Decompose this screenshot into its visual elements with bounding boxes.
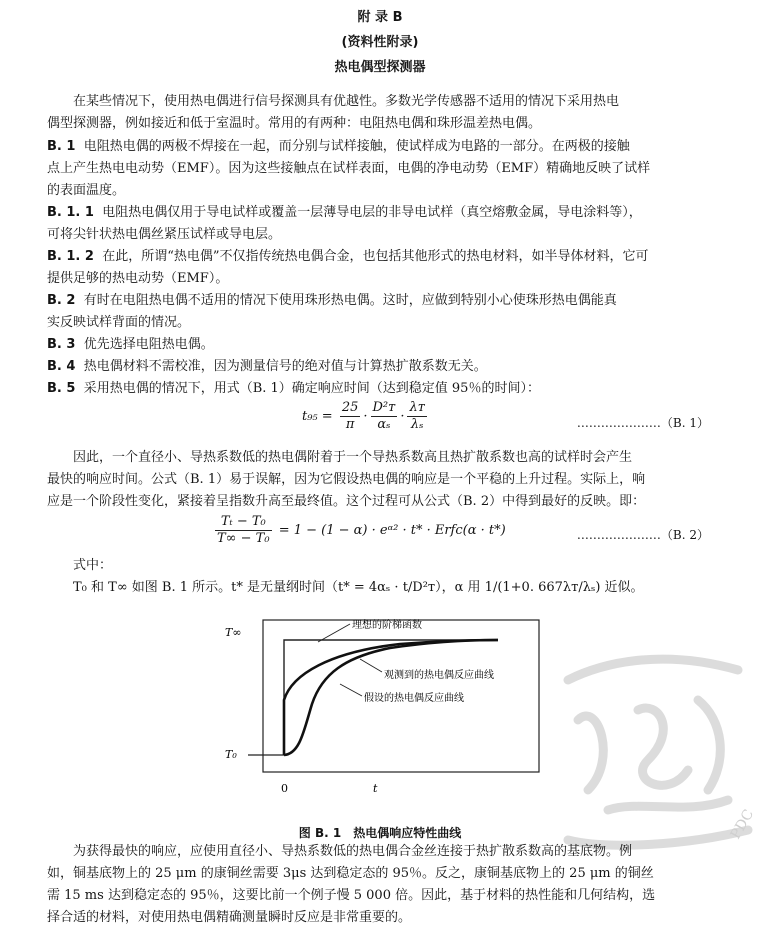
equation-fraction: $\frac{\text{λᴛ}}{\text{λₛ}}$ bbox=[409, 400, 425, 432]
leader-line-observed bbox=[360, 659, 382, 672]
watermark-seal bbox=[548, 640, 758, 860]
section-b4-line-1 bbox=[47, 357, 709, 377]
label-assumed-curve: 假设的热电偶反应曲线 bbox=[364, 693, 464, 704]
section-text: 优先选择电阻热电偶。 bbox=[83, 337, 214, 352]
equation-lhs: t₉₅ = bbox=[302, 409, 333, 424]
section-b11-line-1 bbox=[47, 203, 709, 223]
equation-b2 bbox=[212, 514, 506, 547]
appendix-title: 热电偶型探测器 bbox=[334, 60, 426, 75]
section-text: 在此，所谓“热电偶”不仅指传统热电偶合金，也包括其他形式的热电材料，如半导体材料，它可 bbox=[102, 249, 649, 264]
section-text: 电阻热电偶仅用于导电试样或覆盖一层薄导电层的非导电试样（真空熔敷金属，导电涂料等）， bbox=[102, 205, 642, 220]
equation-fraction: $\frac{25}{\pi}$ bbox=[341, 400, 359, 432]
section-b1-line-3: 的表面温度。 bbox=[47, 183, 126, 198]
section-b11-line-2: 可将尖针状热电偶丝紧压试样或导电层。 bbox=[47, 227, 282, 242]
paragraph-intro-line-2: 偶型探测器，例如接近和低于室温时。常用的有两种：电阻热电偶和珠形温差热电偶。 bbox=[47, 116, 542, 131]
figure-caption: 图 B. 1 热电偶响应特性曲线 bbox=[298, 826, 462, 840]
leader-line-assumed bbox=[340, 684, 362, 696]
paragraph-final-line-1: 为获得最快的响应，应使用直径小、导热系数低的热电偶合金丝连接于热扩散系数高的基底物。例 bbox=[73, 844, 633, 859]
label-ideal-step: 理想的阶梯函数 bbox=[352, 620, 422, 631]
paragraph-after-eq1-line-1: 因此，一个直径小、导热系数低的热电偶附着于一个导热系数高且热扩散系数也高的试样时会产生 bbox=[73, 450, 633, 465]
section-b2-line-1 bbox=[47, 291, 709, 311]
section-b12-line-2: 提供足够的热电动势（EMF）。 bbox=[47, 271, 229, 286]
section-number: B. 1. 1 bbox=[47, 205, 94, 220]
section-b2-line-2: 实反映试样背面的情况。 bbox=[47, 315, 191, 330]
equation-number-b2: …………………（B. 2） bbox=[576, 528, 709, 542]
where-definition: T₀ 和 T∞ 如图 B. 1 所示。t* 是无量纲时间（t* = 4αₛ · t/D²ᴛ），α 用 1/(1+0. 667λᴛ/λₛ) 近似。 bbox=[73, 580, 644, 595]
label-observed-curve: 观测到的热电偶反应曲线 bbox=[384, 670, 494, 681]
appendix-nature: (资料性附录) bbox=[341, 35, 419, 50]
section-number: B. 4 bbox=[47, 359, 76, 374]
where-label: 式中： bbox=[73, 558, 113, 573]
section-b12-line-1 bbox=[47, 247, 709, 267]
appendix-heading: 附 录 B bbox=[357, 10, 403, 25]
equation-b1: t₉₅ = $\frac{25}{\pi}$ · $\frac{\text{D²ᴛ}}{\text{αₛ}}$ · $\frac{\text{λᴛ}}{\text{λₛ}}$ bbox=[302, 400, 425, 432]
paragraph-final-line-3: 需 15 ms 达到稳定态的 95％，这要比前一个例子慢 5 000 倍。因此，基于材料的热性能和几何结构，选 bbox=[47, 888, 656, 903]
leader-line-ideal bbox=[318, 624, 350, 642]
section-number: B. 2 bbox=[47, 293, 76, 308]
equation-number-b1: …………………（B. 1） bbox=[576, 416, 709, 430]
paragraph-intro-line-1: 在某些情况下，使用热电偶进行信号探测具有优越性。多数光学传感器不适用的情况下采用热电 bbox=[73, 94, 620, 109]
section-text: 热电偶材料不需校准，因为测量信号的绝对值与计算热扩散系数无关。 bbox=[83, 359, 487, 374]
watermark-seal-text: PDC bbox=[727, 806, 758, 842]
paragraph-after-eq1-line-3: 应是一个阶段性变化，紧接着呈指数升高至最终值。这个过程可从公式（B. 2）中得到最好的反映。即： bbox=[47, 494, 646, 509]
section-b1-line-1 bbox=[47, 137, 709, 157]
section-b1-line-2: 点上产生热电电动势（EMF）。因为这些接触点在试样表面，电偶的净电动势（EMF）精确地反映了试样 bbox=[47, 161, 651, 176]
section-number: B. 3 bbox=[47, 337, 76, 352]
section-b5-line-1 bbox=[47, 379, 709, 399]
paragraph-final-line-2: 如，铜基底物上的 25 μm 的康铜丝需要 3μs 达到稳定态的 95％。反之，康铜基底物上的 25 μm 的铜丝 bbox=[47, 866, 654, 881]
section-text: 有时在电阻热电偶不适用的情况下使用珠形热电偶。这时，应做到特别小心使珠形热电偶能真 bbox=[83, 293, 617, 308]
paragraph-after-eq1-line-2: 最快的响应时间。公式（B. 1）易于误解，因为它假设热电偶的响应是一个平稳的上升过程。实际上，响 bbox=[47, 472, 646, 487]
section-text: 采用热电偶的情况下，用式（B. 1）确定响应时间（达到稳定值 95％的时间）： bbox=[83, 381, 540, 396]
section-text: 电阻热电偶的两极不焊接在一起，而分别与试样接触，使试样成为电路的一部分。在两极的接触 bbox=[83, 139, 630, 154]
section-b3-line-1 bbox=[47, 335, 709, 355]
x-axis-t-label: t bbox=[373, 782, 378, 795]
equation-fraction: $\frac{\text{Tₜ − T₀}}{\text{T∞ − T₀}}$ bbox=[217, 514, 270, 546]
paragraph-final-line-4: 择合适的材料，对使用热电偶精确测量瞬时反应是非常重要的。 bbox=[47, 910, 412, 925]
x-axis-zero-label: 0 bbox=[281, 782, 288, 795]
y-axis-bottom-label: T₀ bbox=[225, 748, 237, 761]
equation-rhs: = 1 − (1 − α) · eᵅ² · t* · Erfc(α · t*) bbox=[278, 523, 506, 538]
section-number: B. 1. 2 bbox=[47, 249, 94, 264]
y-axis-top-label: T∞ bbox=[225, 626, 242, 639]
equation-fraction: $\frac{\text{D²ᴛ}}{\text{αₛ}}$ bbox=[372, 400, 396, 432]
section-number: B. 5 bbox=[47, 381, 76, 396]
section-number: B. 1 bbox=[47, 139, 76, 154]
